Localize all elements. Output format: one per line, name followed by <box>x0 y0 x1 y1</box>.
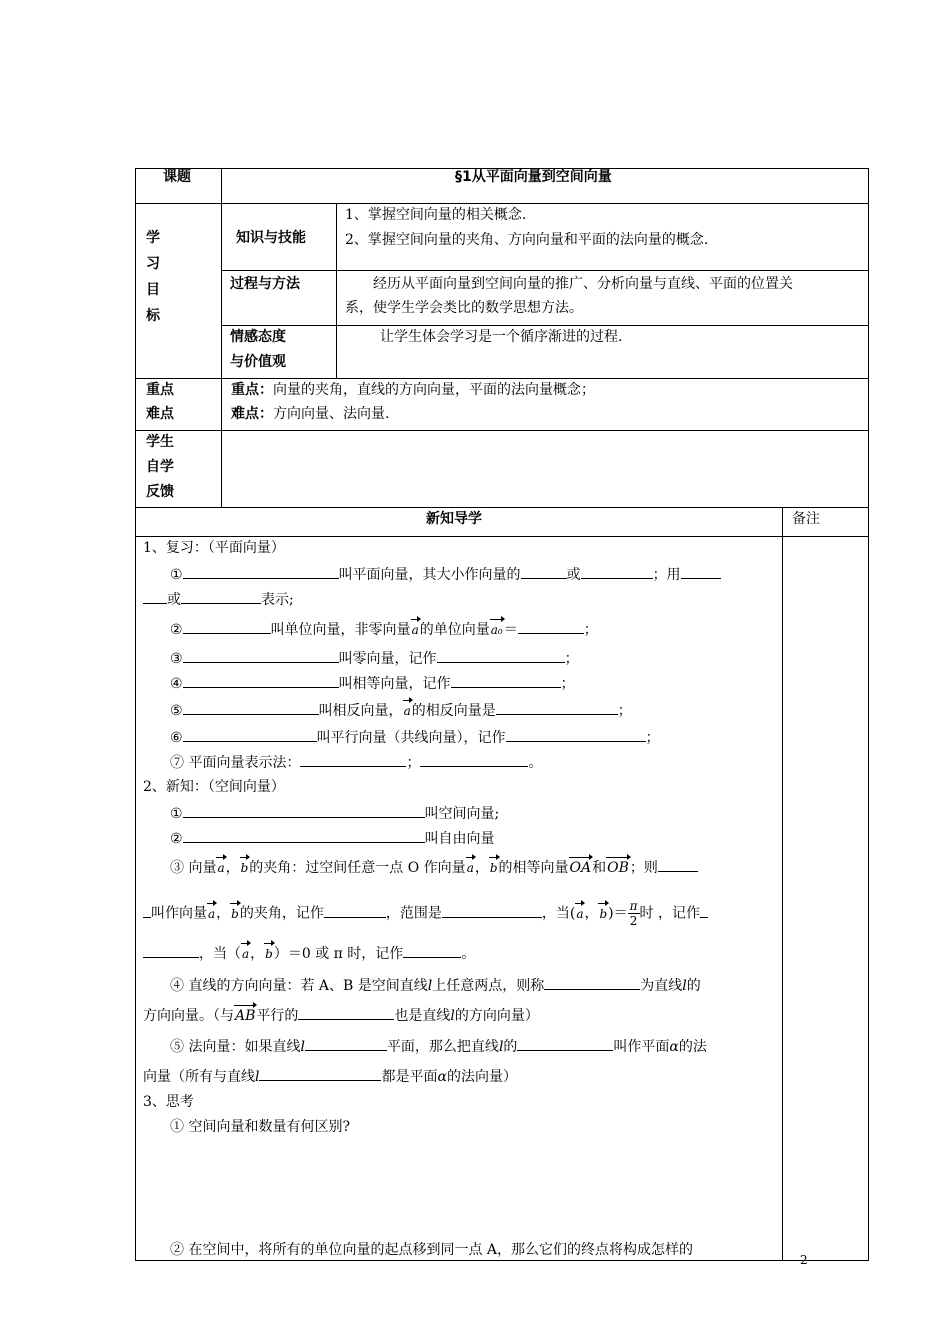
answer-blank[interactable] <box>183 803 425 818</box>
answer-blank[interactable] <box>305 1036 387 1051</box>
review-line-4 <box>170 673 575 694</box>
newknow-text: 也是直线 <box>394 1008 451 1024</box>
review-text: ； <box>583 622 598 638</box>
think-heading: 3、思考 <box>143 1094 194 1110</box>
newknow-line-3c <box>143 943 475 964</box>
review-text: 表示; <box>261 592 294 608</box>
answer-blank[interactable] <box>681 564 721 579</box>
vector-a0: a₀ <box>490 620 504 640</box>
plane-alpha: α <box>437 1069 447 1085</box>
newknow-text: 方向向量。（与 <box>143 1008 234 1024</box>
newknow-text: 上任意两点，则称 <box>432 978 545 994</box>
objectives-label-char: 习 <box>146 256 160 272</box>
notes-area[interactable] <box>783 537 868 1259</box>
line-l: l <box>682 978 687 994</box>
answer-blank[interactable] <box>143 943 199 958</box>
key-point <box>231 380 595 400</box>
newknow-text: 的 <box>686 978 701 994</box>
difficult-point-label: 难点： <box>231 406 273 422</box>
answer-blank[interactable] <box>324 903 386 918</box>
pi-over-2 <box>628 899 640 928</box>
review-text: 叫平面向量，其大小作向量的 <box>338 567 521 583</box>
newknow-text: ，当（ <box>199 946 241 962</box>
fraction-numerator: π <box>629 899 638 913</box>
item-marker: ④ <box>170 676 183 692</box>
answer-blank[interactable] <box>442 903 542 918</box>
review-text: ；用 <box>652 567 681 583</box>
review-text: 的相反向量是 <box>411 703 496 719</box>
emotion-label: 情感态度 <box>230 329 286 345</box>
answer-blank[interactable] <box>581 564 653 579</box>
answer-blank[interactable] <box>143 589 167 604</box>
newknow-text: 和 <box>592 860 607 876</box>
feedback-area[interactable] <box>222 431 868 507</box>
comma: ， <box>474 860 489 876</box>
topic-label: 课题 <box>163 169 191 185</box>
vector-b: b <box>240 858 250 878</box>
newknow-text: 的方向向量） <box>454 1008 539 1024</box>
vector-b: b <box>489 858 499 878</box>
answer-blank[interactable] <box>183 700 319 715</box>
answer-area[interactable] <box>143 1140 773 1236</box>
table-border <box>135 168 136 1260</box>
answer-blank[interactable] <box>437 648 565 663</box>
answer-blank[interactable] <box>183 619 271 634</box>
review-line-2 <box>170 619 598 640</box>
review-heading: 1、复习：（平面向量） <box>143 540 285 556</box>
knowledge-label: 知识与技能 <box>236 230 306 246</box>
notes-label: 备注 <box>792 511 820 527</box>
newknow-text: 叫作平面 <box>613 1039 670 1055</box>
newknow-text: 平行的 <box>256 1008 299 1024</box>
vector-a: a <box>241 944 250 964</box>
process-label: 过程与方法 <box>230 276 300 292</box>
comma: ， <box>216 905 231 922</box>
difficult-point-text: 方向向量、法向量. <box>273 406 390 422</box>
item-marker: ⑥ <box>170 730 183 746</box>
table-border <box>135 378 869 379</box>
newknow-text: 的相等向量 <box>498 860 569 876</box>
answer-blank[interactable] <box>259 1066 381 1081</box>
difficult-point <box>231 404 389 424</box>
newknow-text: 都是平面 <box>381 1069 438 1085</box>
newknow-line-5b <box>143 1066 517 1087</box>
newknow-text: 的 <box>503 1039 518 1055</box>
vector-a: a <box>411 620 420 640</box>
vector-a: a <box>216 858 225 878</box>
newknow-text: ④ 直线的方向向量：若 A、B 是空间直线 <box>170 978 428 994</box>
review-text: 叫零向量，记作 <box>338 651 437 667</box>
vector-b: b <box>598 904 608 924</box>
answer-blank[interactable] <box>700 903 708 918</box>
newknow-text: ③ 向量 <box>170 860 217 876</box>
objectives-label-char: 标 <box>146 308 160 324</box>
process-line: 经历从平面向量到空间向量的推广、分析向量与直线、平面的位置关 <box>373 276 793 292</box>
newknow-text: ；则 <box>629 860 658 876</box>
line-l: l <box>255 1069 260 1085</box>
newknow-text: 叫自由向量 <box>424 831 495 847</box>
think-question-2: ② 在空间中，将所有的单位向量的起点移到同一点 A，那么它们的终点将构成怎样的 <box>170 1242 694 1258</box>
objectives-label-char: 学 <box>146 230 160 246</box>
emotion-text: 让学生体会学习是一个循序渐进的过程. <box>380 329 623 345</box>
review-text: 或 <box>566 567 581 583</box>
review-text: 或 <box>167 592 181 608</box>
newknow-text: 平面，那么把直线 <box>386 1039 499 1055</box>
newknow-text: ，当( <box>541 905 576 922</box>
review-line-7 <box>170 752 542 773</box>
topic-title: §1从平面向量到空间向量 <box>455 169 612 185</box>
vector-OA: OA <box>569 860 592 876</box>
newknow-line-5 <box>170 1036 707 1057</box>
review-line-3 <box>170 648 579 669</box>
review-text: ； <box>564 651 579 667</box>
knowledge-line: 2、掌握空间向量的夹角、方向向量和平面的法向量的概念. <box>345 232 709 248</box>
vector-a: a <box>466 858 475 878</box>
newknow-text: ）＝0 或 π 时，记作 <box>273 946 404 962</box>
answer-blank[interactable] <box>300 752 406 767</box>
table-border <box>221 270 869 271</box>
comma: ， <box>250 946 265 962</box>
review-text: ＝ <box>503 622 518 638</box>
table-border <box>135 536 869 537</box>
newknow-line-3b <box>143 899 708 928</box>
answer-blank[interactable] <box>143 903 151 918</box>
newknow-text: ⑤ 法向量：如果直线 <box>170 1039 301 1055</box>
feedback-label: 学生 <box>146 434 174 450</box>
fraction-denominator: 2 <box>629 914 638 928</box>
vector-OB: OB <box>607 860 629 876</box>
page-number: 2 <box>800 1253 808 1267</box>
newknow-text: 为直线 <box>640 978 683 994</box>
answer-blank[interactable] <box>183 673 339 688</box>
review-text: ； <box>617 703 632 719</box>
review-text: 叫平行向量（共线向量），记作 <box>316 730 506 746</box>
answer-blank[interactable] <box>506 727 646 742</box>
vector-a: a <box>403 701 412 721</box>
line-l: l <box>300 1039 305 1055</box>
item-marker: ① <box>170 806 183 822</box>
comma: ， <box>584 905 599 922</box>
newknow-line-2 <box>170 828 495 849</box>
answer-blank[interactable] <box>298 1005 394 1020</box>
answer-blank[interactable] <box>496 700 618 715</box>
newknow-text: 叫空间向量; <box>424 806 500 822</box>
answer-blank[interactable] <box>544 975 640 990</box>
newknow-text: 。 <box>461 946 476 962</box>
keypoints-label: 重点 <box>146 382 174 398</box>
key-point-text: 向量的夹角，直线的方向向量，平面的法向量概念； <box>273 382 595 398</box>
item-marker: ③ <box>170 651 183 667</box>
review-line-6 <box>170 727 660 748</box>
review-line-1b <box>143 589 294 610</box>
line-l: l <box>498 1039 504 1055</box>
line-l: l <box>450 1008 455 1024</box>
answer-blank[interactable] <box>451 673 561 688</box>
answer-blank[interactable] <box>183 828 425 843</box>
newknow-text: ，范围是 <box>385 905 442 922</box>
newknow-text: 的法向量） <box>446 1069 517 1085</box>
item-marker: ② <box>170 831 183 847</box>
newknow-heading: 2、新知：（空间向量） <box>143 779 285 795</box>
feedback-label: 反馈 <box>146 484 174 500</box>
review-text: ； <box>560 676 575 692</box>
answer-blank[interactable] <box>181 589 261 604</box>
objectives-label-char: 目 <box>146 282 160 298</box>
answer-blank[interactable] <box>403 943 461 958</box>
vector-b: b <box>264 944 274 964</box>
plane-alpha: α <box>669 1039 679 1055</box>
think-question-1: ① 空间向量和数量有何区别? <box>170 1119 350 1135</box>
newknow-line-4 <box>170 975 701 996</box>
line-l: l <box>427 978 433 994</box>
answer-blank[interactable] <box>658 857 698 872</box>
newknow-line-4b <box>143 1005 539 1026</box>
answer-blank[interactable] <box>420 752 528 767</box>
newknow-text: 的夹角，记作 <box>239 905 324 922</box>
answer-blank[interactable] <box>183 648 339 663</box>
vector-b: b <box>230 904 240 924</box>
review-text: ； <box>645 730 660 746</box>
guide-title: 新知导学 <box>426 511 482 527</box>
review-text: ； <box>406 755 421 771</box>
vector-a: a <box>207 904 216 924</box>
review-text: 。 <box>528 755 543 771</box>
key-point-label: 重点： <box>231 382 273 398</box>
newknow-text: 的夹角：过空间任意一点 O 作向量 <box>249 860 466 876</box>
newknow-text: 向量（所有与直线 <box>143 1069 255 1085</box>
newknow-text: )＝ <box>608 905 628 922</box>
item-marker: ① <box>170 567 183 583</box>
review-text: 叫相反向量， <box>318 703 403 719</box>
keypoints-label: 难点 <box>146 406 174 422</box>
review-text: 的单位向量 <box>419 622 490 638</box>
knowledge-line: 1、掌握空间向量的相关概念. <box>345 207 527 223</box>
newknow-line-3 <box>170 857 698 878</box>
newknow-text: 叫作向量 <box>151 905 207 922</box>
answer-blank[interactable] <box>518 619 584 634</box>
vector-AB: AB <box>235 1008 256 1024</box>
feedback-label: 自学 <box>146 459 174 475</box>
review-text: 叫单位向量，非零向量 <box>270 622 411 638</box>
table-border <box>336 203 337 378</box>
review-text: 叫相等向量，记作 <box>338 676 451 692</box>
table-border <box>135 1260 869 1261</box>
table-border <box>135 203 869 204</box>
table-border <box>868 168 869 1260</box>
table-border <box>135 507 869 508</box>
table-border <box>221 325 869 326</box>
process-line: 系，使学生学会类比的数学思想方法。 <box>345 300 583 316</box>
vector-a: a <box>575 904 584 924</box>
newknow-line-1 <box>170 803 499 824</box>
newknow-text: 时 ，记作 <box>639 905 700 922</box>
answer-blank[interactable] <box>183 564 339 579</box>
answer-blank[interactable] <box>183 727 317 742</box>
answer-blank[interactable] <box>517 1036 613 1051</box>
item-marker: ② <box>170 622 183 638</box>
item-marker: ⑤ <box>170 703 183 719</box>
emotion-label: 与价值观 <box>230 354 286 370</box>
comma: ， <box>225 860 240 876</box>
review-line-5 <box>170 700 632 721</box>
newknow-text: 的法 <box>678 1039 707 1055</box>
review-text: ⑦ 平面向量表示法： <box>170 755 301 771</box>
answer-blank[interactable] <box>521 564 567 579</box>
review-line-1 <box>170 564 721 585</box>
